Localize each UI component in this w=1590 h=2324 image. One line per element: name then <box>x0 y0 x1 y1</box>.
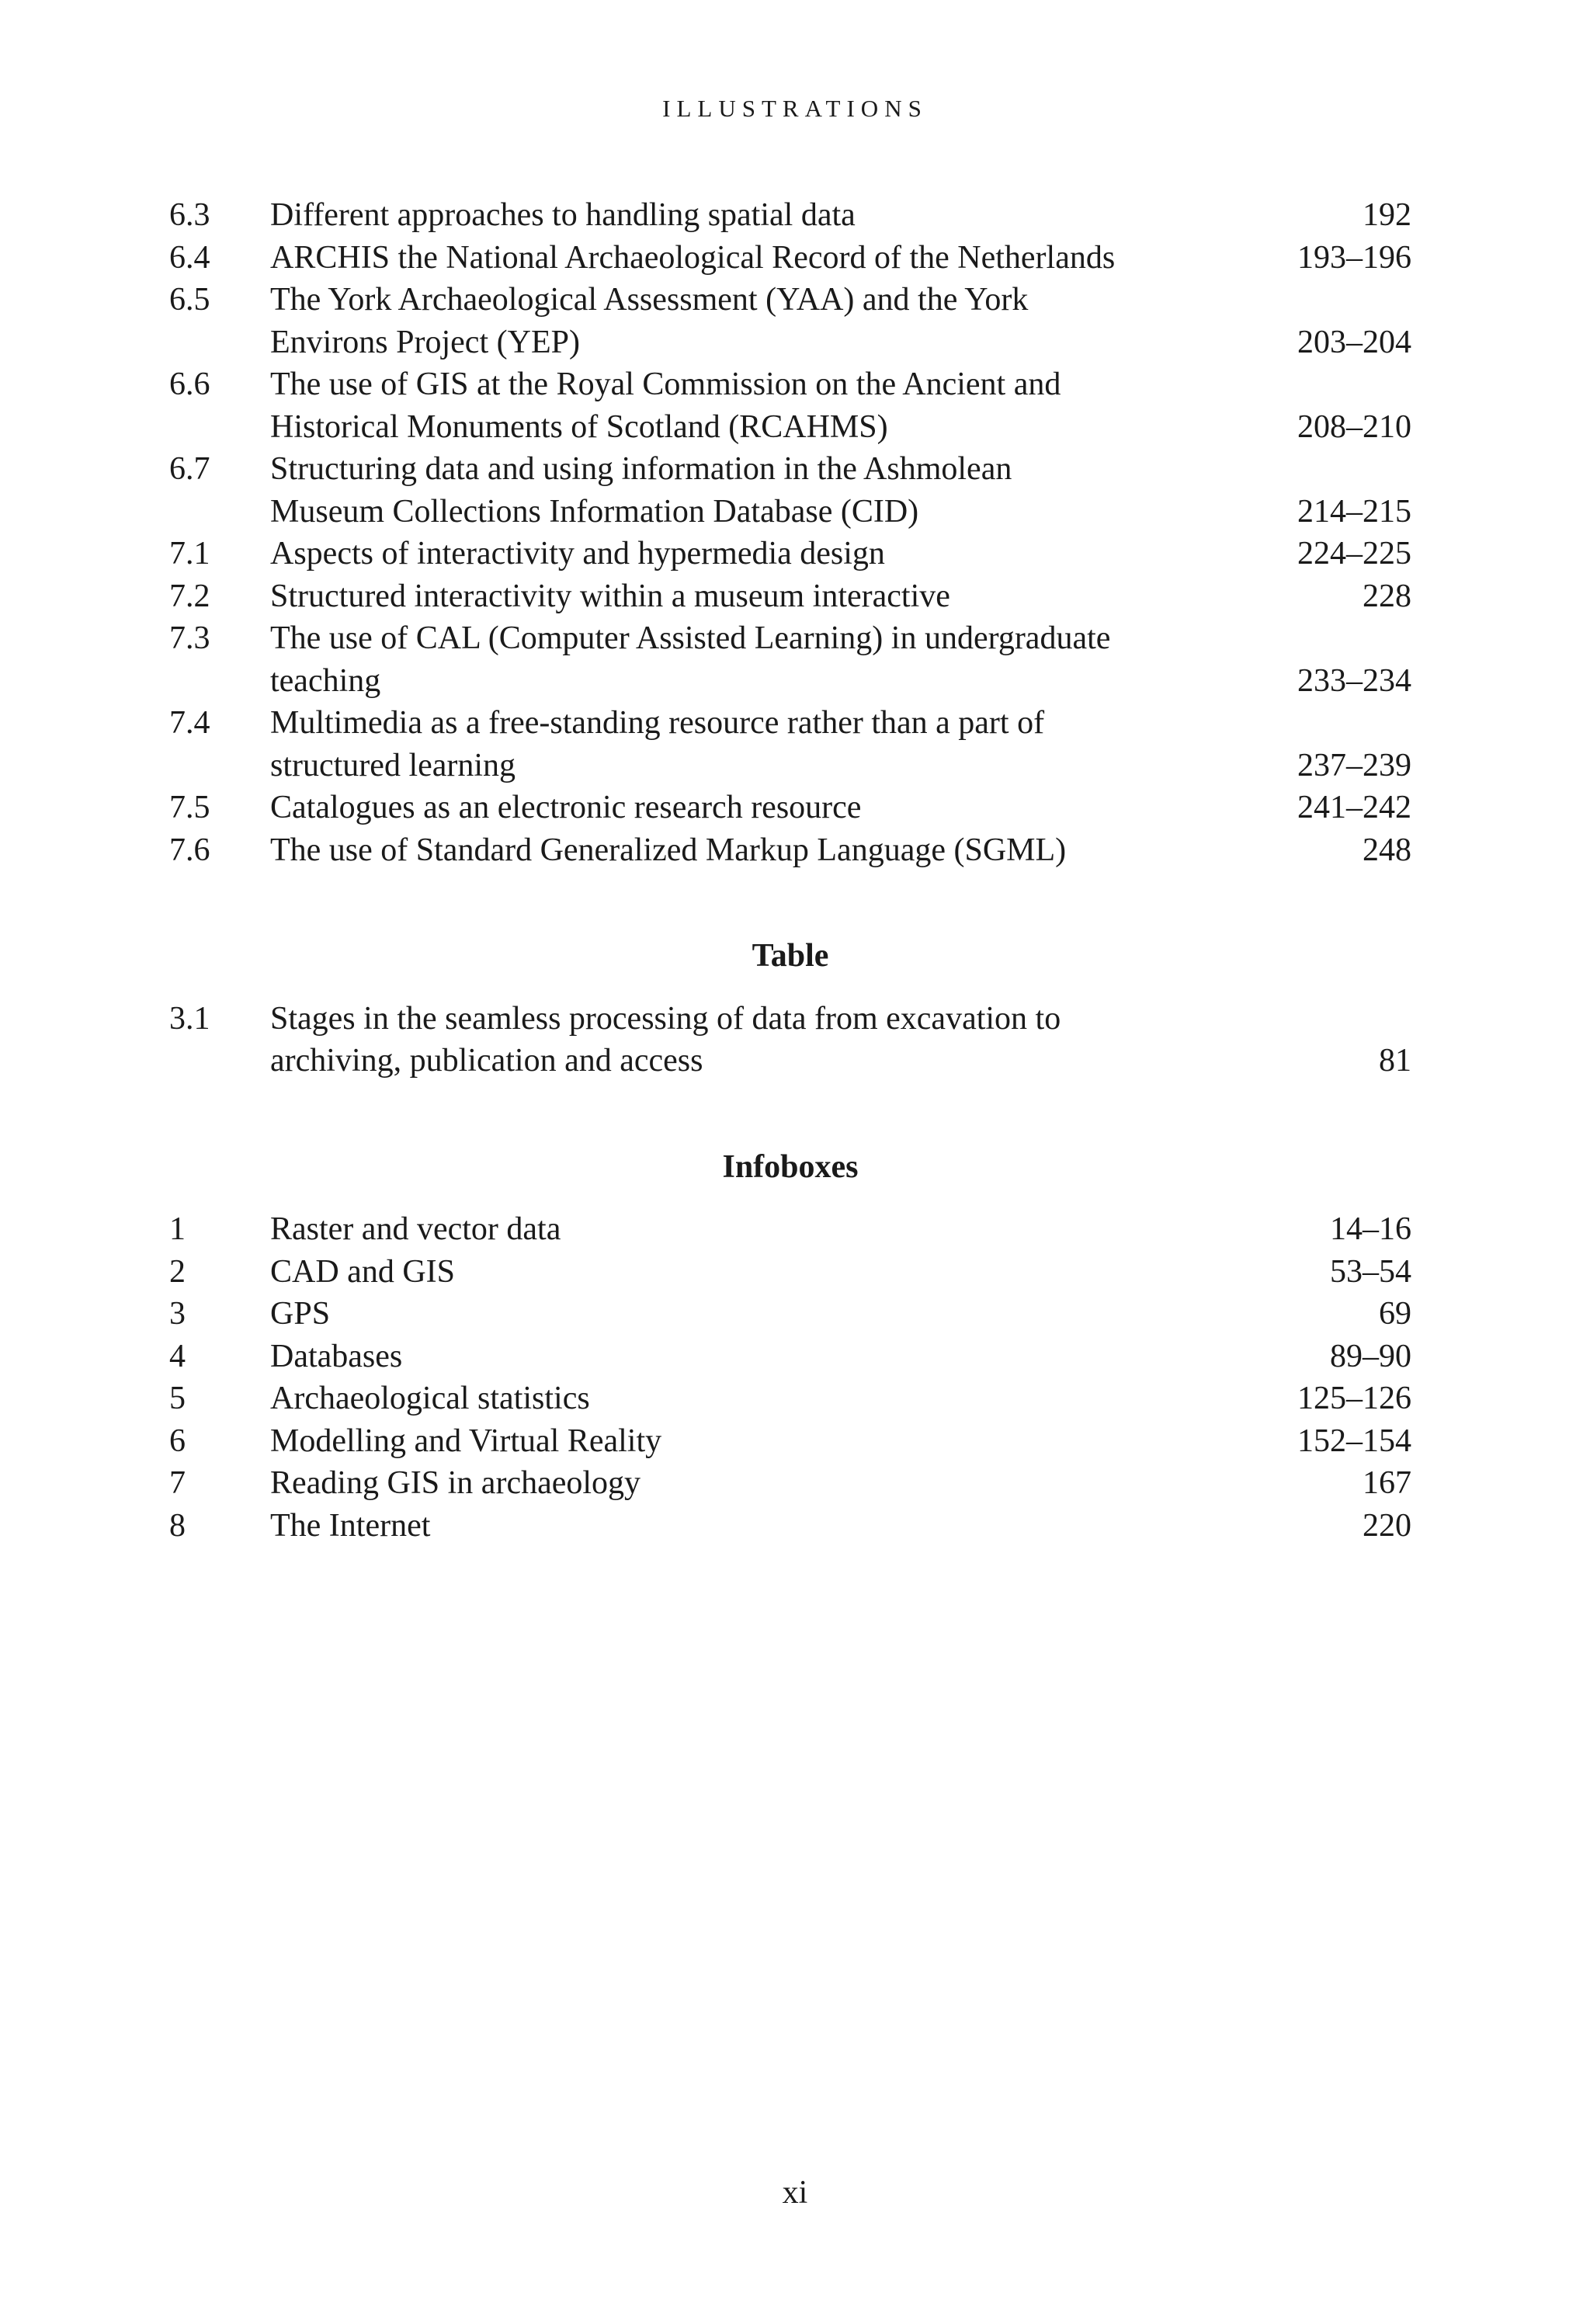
list-entry <box>169 998 1411 1082</box>
list-entry <box>169 1505 1411 1548</box>
entry-page: 228 <box>1363 578 1411 614</box>
entry-number: 7 <box>169 1465 186 1501</box>
entry-title: Databases <box>270 1338 403 1374</box>
entry-number: 3.1 <box>169 1000 210 1037</box>
entry-title: The use of CAL (Computer Assisted Learning) in undergraduate <box>270 620 1111 656</box>
entry-title: Museum Collections Information Database (CID) <box>270 493 919 530</box>
list-entry <box>169 829 1411 872</box>
list-entry <box>169 1462 1411 1505</box>
list-entry <box>169 1293 1411 1336</box>
list-entry <box>169 1208 1411 1251</box>
entry-number: 7.2 <box>169 578 210 614</box>
entry-page: 167 <box>1363 1465 1411 1501</box>
infoboxes-heading: Infoboxes <box>722 1148 859 1185</box>
entry-number: 7.5 <box>169 790 210 825</box>
page-number: xi <box>782 2175 808 2211</box>
entry-page: 89–90 <box>1330 1338 1411 1374</box>
entry-title: Stages in the seamless processing of data from excavation to <box>270 1000 1061 1037</box>
list-entry <box>169 1336 1411 1378</box>
entry-number: 3 <box>169 1296 186 1332</box>
entry-title: archiving, publication and access <box>270 1043 703 1079</box>
entry-title: Raster and vector data <box>270 1211 561 1247</box>
entry-number: 5 <box>169 1381 186 1416</box>
entry-number: 8 <box>169 1507 186 1544</box>
entry-page: 69 <box>1379 1296 1411 1332</box>
list-entry <box>169 575 1411 618</box>
entry-title: Different approaches to handling spatial data <box>270 197 856 233</box>
entry-title: Catalogues as an electronic research resource <box>270 790 862 825</box>
entry-title: Modelling and Virtual Reality <box>270 1423 662 1459</box>
entry-number: 6.5 <box>169 282 210 318</box>
entry-page: 14–16 <box>1330 1211 1411 1247</box>
list-entry <box>169 1251 1411 1294</box>
entry-page: 81 <box>1379 1043 1411 1079</box>
list-entry <box>169 533 1411 575</box>
entry-page: 248 <box>1363 832 1411 868</box>
entry-title: The use of GIS at the Royal Commission on the Ancient and <box>270 366 1061 402</box>
entry-page: 208–210 <box>1297 408 1411 445</box>
entry-title: Structuring data and using information in the Ashmolean <box>270 451 1012 487</box>
entry-title: Reading GIS in archaeology <box>270 1465 641 1501</box>
entry-page: 53–54 <box>1330 1253 1411 1290</box>
entry-number: 6.7 <box>169 451 210 487</box>
entry-page: 152–154 <box>1297 1423 1411 1459</box>
entry-number: 7.1 <box>169 536 210 571</box>
entry-title: Multimedia as a free-standing resource rather than a part of <box>270 705 1045 741</box>
list-entry <box>169 702 1411 787</box>
entry-page: 224–225 <box>1297 536 1411 571</box>
list-entry <box>169 194 1411 237</box>
entry-title: The use of Standard Generalized Markup Language (SGML) <box>270 832 1067 868</box>
infoboxes-list <box>169 1208 1411 1547</box>
entry-page: 233–234 <box>1297 662 1411 699</box>
entry-title: Archaeological statistics <box>270 1381 590 1416</box>
entry-page: 237–239 <box>1297 747 1411 783</box>
list-entry <box>169 279 1411 363</box>
list-entry <box>169 237 1411 280</box>
entry-number: 6 <box>169 1423 186 1459</box>
list-entry <box>169 787 1411 829</box>
entry-number: 6.6 <box>169 366 210 402</box>
entry-title: Historical Monuments of Scotland (RCAHMS) <box>270 408 888 445</box>
list-content <box>169 194 1411 1547</box>
entry-number: 6.4 <box>169 239 210 276</box>
entry-number: 4 <box>169 1338 186 1374</box>
entry-number: 2 <box>169 1253 186 1290</box>
entry-title: The Internet <box>270 1507 431 1544</box>
entry-title: Aspects of interactivity and hypermedia design <box>270 536 885 571</box>
list-entry <box>169 448 1411 533</box>
table-heading: Table <box>752 938 829 974</box>
entry-title: The York Archaeological Assessment (YAA) and the York <box>270 282 1029 318</box>
entry-title: CAD and GIS <box>270 1253 455 1290</box>
list-entry <box>169 1377 1411 1420</box>
list-entry <box>169 617 1411 702</box>
entry-title: ARCHIS the National Archaeological Record of the Netherlands <box>270 239 1116 276</box>
entry-page: 220 <box>1363 1507 1411 1544</box>
entry-page: 125–126 <box>1297 1381 1411 1416</box>
entry-page: 192 <box>1363 197 1411 233</box>
list-entry <box>169 363 1411 448</box>
illustrations-list <box>169 194 1411 871</box>
entry-page: 241–242 <box>1297 790 1411 825</box>
entry-number: 7.3 <box>169 620 210 656</box>
entry-title: GPS <box>270 1296 331 1332</box>
entry-number: 7.6 <box>169 832 210 868</box>
entry-page: 203–204 <box>1297 324 1411 360</box>
entry-page: 214–215 <box>1297 493 1411 530</box>
entry-number: 1 <box>169 1211 186 1247</box>
entry-number: 7.4 <box>169 705 210 741</box>
entry-number: 6.3 <box>169 197 210 233</box>
entry-page: 193–196 <box>1297 239 1411 276</box>
entry-title: structured learning <box>270 747 516 783</box>
entry-title: Environs Project (YEP) <box>270 324 580 360</box>
running-head: ILLUSTRATIONS <box>662 95 928 122</box>
entry-title: Structured interactivity within a museum interactive <box>270 578 950 614</box>
list-entry <box>169 1420 1411 1463</box>
entry-title: teaching <box>270 662 381 699</box>
tables-list <box>169 998 1411 1082</box>
